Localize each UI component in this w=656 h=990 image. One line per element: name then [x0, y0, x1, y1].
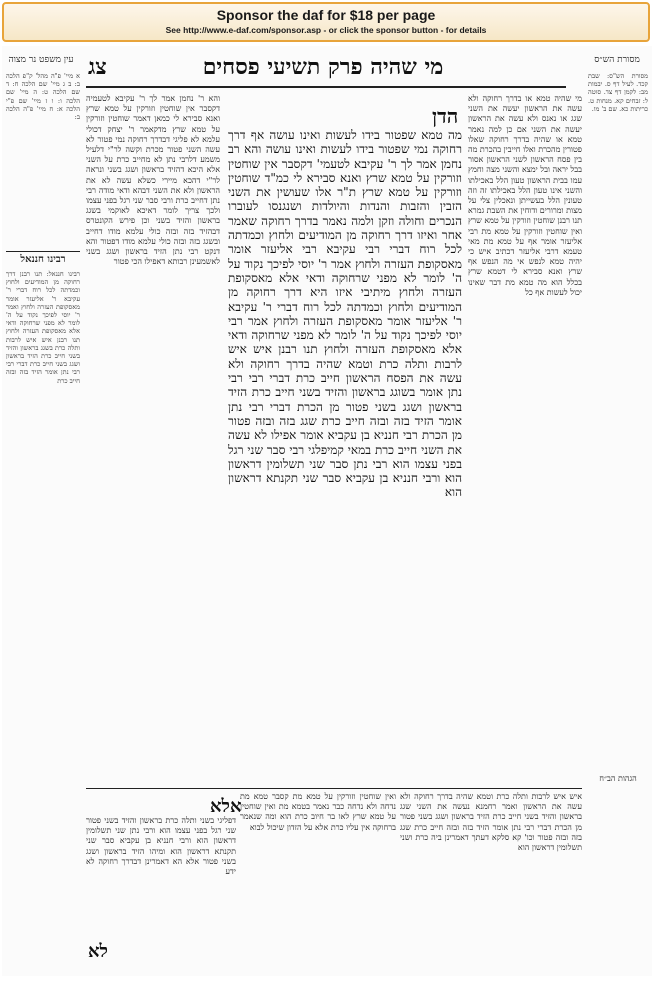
rabbeinu-chananel-title: רבינו חננאל	[20, 254, 66, 265]
hagahot-label: הגהות הב״ח	[599, 774, 637, 783]
tosafot-column: והא ר' נחמן אמר לך ר' עקיבא לטעמיה דקסבר אין שוחטין וזורקין על טמא שרץ ואנא סבירא לי כמאן דאמר שוחטין וזורקין על טמא שרץ מדקאמר ר' יצחק דכולי עלמא לא פליגי דבדרך רחוקה נמי פטור לא עשה השני פטור מכרת וקשה לר"י דלעיל משמע דלרבי נתן לא מחייב כרת על השני אלא היכא דהזיד בראשון ושגג בשני ונראה לר"י דהכא מיירי כשלא עשה לא את הראשון ולא את השני דבהא ודאי מודה רבי נתן דחייב כרת ורבי סבר שני רגל בפני עצמו ולכך צריך לומר דאיכא לאוקמי בשגג בראשון והזיד בשני וכן פירש הקונטרס דבהזיד בזה ובזה כולי עלמא מודו דחייב ובשגג בזה ובזה כולי עלמא מודו דפטור והא דנקט רבי נתן הזיד בראשון ושגג בשני לאשמעינן רבותא דאפילו הכי פטור	[86, 94, 220, 267]
sponsor-banner[interactable]	[2, 2, 650, 42]
gemara-text: מה טמא שפטור בידו לעשות ואינו עושה אף דרך רחוקה נמי שפטור בידו לעשות ואינו עושה והא רב נחמן אמר לך ר' עקיבא לטעמי' דקסבר אין שוחטין וזורקין על טמא שרץ ואנא סבירא לי כמ"ד שוחטין וזורקין על טמא שרץ ת"ר אלו שעושין את השני הזבין והזבות והנדות והיולדות ושנגנסו לעוברו הנכרים וחולה וזקן ולמה נאמר בדרך רחוקה שאמר אחר ואיזו דרך רחוקה מן המודיעים ולחוץ וכמדתה לכל רוח דברי רבי עקיבא רבי אליעזר אומר מאסקופת העזרה ולחוץ אמר ר' יוסי לפיכך נקוד על ה' לומר לא מפני שרחוקה ודאי אלא מאסקופת העזרה ולחוץ מיתיבי איזו היא דרך רחוקה מן המודיעים ולחוץ וכמדתה לכל רוח דברי ר' עקיבא ר' אליעזר אומר מאסקופת העזרה ולחוץ אמר רבי יוסי לפיכך נקוד על ה' לומר לא מפני שרחוקה ודאי אלא מאסקופת העזרה ולחוץ תנו רבנן איש איש לרבות ותלה כרת וטמא שהיה בדרך רחוקה ולא עשה את הפסח הראשון חייב כרת דברי רבי רבי נתן אומר בשוגג בראשון והזיד בשני חייב כרת הזיד בראשון ושגג בשני פטור מן הכרת דברי רבי נתן אומר הזיד בזה ובזה חייב כרת שגג בזה ובזה פטור מן הכרת רבי חנניא בן עקביא אומר אפילו לא עשה את השני חייב כרת במאי קמיפלגי רבי סבר שני רגל בפני עצמו הוא רבי נתן סבר שני תשלומין דראשון הוא ורבי חנניא בן עקביא סבר שני תקנתא דראשון הוא	[228, 128, 462, 500]
rashi-column: מי שהיה טמא או בדרך רחוקה ולא עשה את הראשון יעשה את השני שגג או נאנס ולא עשה את הראשון יעשה את השני אם כן למה נאמר טמא או שהיה בדרך רחוקה שאלו פטורין מהכרת ואלו חייבין בהכרת מה בין פסח הראשון לשני הראשון אסור בבל יראה ובל ימצא והשני מצה וחמץ עמו בבית הראשון טעון הלל באכילתו והשני אינו טעון הלל באכילתו זה וזה טעונין הלל בעשייתן ונאכלין צלי על מצות ומרורים ודוחין את השבת גמרא תנו רבנן שוחטין וזורקין על טמא שרץ ואין שוחטין וזורקין על טמא מת רבי אליעזר אומר אף על טמא מת מאי טעמא דרבי אליעזר דכתיב איש כי יהיה טמא לנפש אי מה הנפש אף שרץ ואנא סבירא לי דטמא שרץ בכלל הוא מה טמא מת דבר שאינו יכול לעשות אף כל	[468, 94, 582, 297]
chapter-header: מי שהיה פרק תשיעי פסחים	[202, 54, 444, 80]
lower-left-commentary: דפליגי בשני ותלה כרת בראשון והזיד בשני פטור שני רגל בפני עצמו הוא ורבי נתן שני תשלומין דראשון הוא ורבי חנניא בן עקביא סבר שני תקנתא דראשון הוא ומיהו הזיד בראשון ושגג בשני פטור אלא הא דאמרינן דבדרך רחוקה לא ידע	[86, 816, 236, 877]
main-opening-word: הדן	[432, 104, 459, 128]
ein-mishpat-label: עין משפט נר מצוה	[8, 55, 74, 65]
lower-right-commentary: איש איש לרבות ותלה כרת וטמא שהיה בדרך רחוקה ולא עשה את הראשון ואמר רחמנא נעשה את השני שגג בראשון והזיד בשני חייב כרת הזיד בראשון ושגג בשני פטור מן הכרת דברי רבי נתן אומר הזיד בזה ובזה חייב כרת שגג בזה ובזה פטור וכו' קא סלקא דעתך דאמרינן ביה כרת ושני תשלומין דראשון הוא	[400, 792, 582, 853]
bottom-opening-word: לא	[88, 941, 108, 962]
page-number: צג	[88, 54, 107, 80]
header-rule	[86, 86, 566, 88]
lower-middle-commentary: ואין שוחטין וזורקין על טמא מת קסבר טמא מת נדחה ולא נדחה כבר נאמר בטמא מת ואין שוחטין על טמא שרץ לאו בר חיוב כרת הוא ומה שנאמר ברחוקה אין עליו כרת אלא על הזדון שיכול לבוא	[240, 792, 396, 832]
masoret-hashas-label: מסורת הש״ס	[594, 55, 640, 65]
sponsor-title: Sponsor the daf for $18 per page	[216, 7, 436, 23]
rabbeinu-chananel-text: רבינו חננאל: תנו רבנן דרך רחוקה מן המודיעים ולחוץ וכמדתה לכל רוח דברי ר' עקיבא ר' אליעזר אומר מאסקופת העזרה ולחוץ ואמר ר' יוסי לפיכך נקוד על ה' לומר לא מפני שרחוקה ודאי אלא מאסקופת העזרה ולחוץ תנו רבנן איש איש לרבות ותלה כרת בשגג בראשון והזיד בשני חייב כרת הזיד בראשון ושגג בשני חייב כרת דברי רבי רבי נתן אומר הזיד בזה ובזה חייב כרת	[6, 270, 80, 385]
lower-band-rule	[86, 788, 582, 789]
ein-mishpat-notes: א מיי' פ"ה מהל' ק"פ הלכה ב: ב ג מיי' שם הלכה ח: ד שם הלכה ט: ה מיי' שם הלכה ו: ו ז מיי' שם פ"י הלכה א: ח מיי' פ"ה הלכה ב:	[6, 72, 80, 122]
left-margin-divider	[6, 251, 80, 252]
lower-opening-word: אלא	[210, 796, 242, 817]
talmud-page	[2, 46, 652, 976]
masoret-hashas-notes: מסורת הש"ס: שבת קכד. לעיל דף ס. יבמות מב: לקמן דף צד. סוטה ל: זבחים קא. מנחות ט. כריתות כא. שם ב' מו.	[588, 72, 648, 113]
sponsor-subtitle: See http://www.e-daf.com/sponsor.asp - or click the sponsor button - for details	[165, 25, 487, 35]
